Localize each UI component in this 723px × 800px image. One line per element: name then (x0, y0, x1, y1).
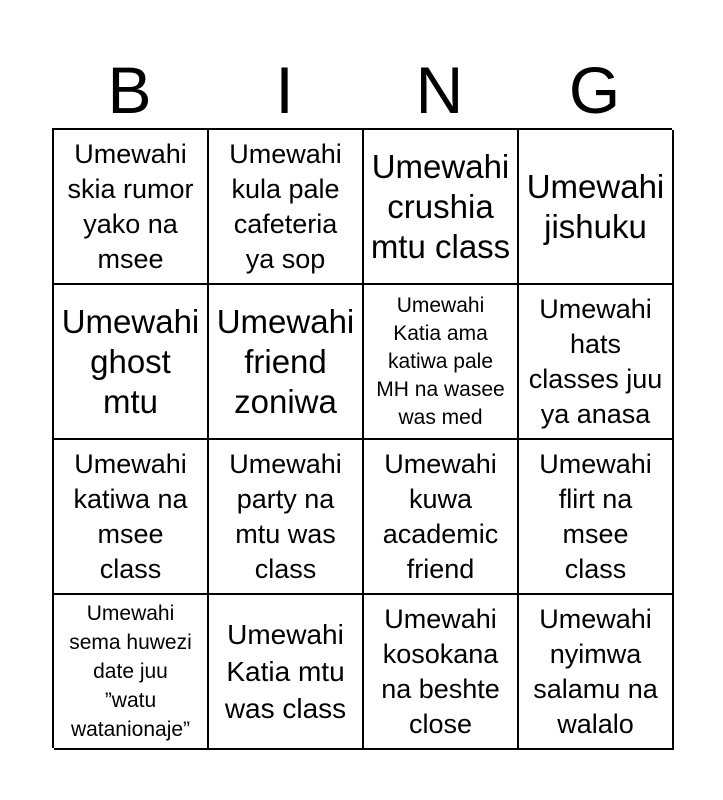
bingo-cell[interactable] (54, 285, 209, 440)
header-letter-b: B (107, 53, 152, 127)
cell-text: Umewahi skia rumor yako na msee (67, 138, 194, 274)
bingo-cell[interactable] (209, 130, 364, 285)
header-letter-n: N (415, 53, 464, 127)
bingo-cell[interactable] (364, 130, 519, 285)
cell-text: Umewahi kosokana na beshte close (381, 603, 500, 739)
cell-text: Umewahi Katia ama katiwa pale MH na wasee was med (376, 293, 505, 429)
bingo-cell[interactable] (519, 285, 674, 440)
bingo-card (52, 128, 672, 748)
bingo-header (52, 52, 672, 128)
bingo-cell[interactable] (209, 595, 364, 750)
cell-text: Umewahi flirt na msee class (539, 448, 652, 584)
header-letter-i: I (275, 53, 294, 127)
bingo-cell[interactable] (519, 130, 674, 285)
cell-text: Umewahi hats classes juu ya anasa (528, 293, 663, 429)
cell-text: Umewahi ghost mtu (61, 302, 200, 420)
bingo-cell[interactable] (54, 130, 209, 285)
bingo-cell[interactable] (364, 440, 519, 595)
header-letter-g: G (568, 53, 621, 127)
bingo-cell[interactable] (54, 440, 209, 595)
bingo-cell[interactable] (54, 595, 209, 750)
bingo-cell[interactable] (519, 440, 674, 595)
bingo-cell[interactable] (364, 285, 519, 440)
cell-text: Umewahi party na mtu was class (229, 448, 342, 584)
cell-text: Umewahi sema huwezi date juu ”watu watanionaje” (69, 602, 192, 741)
cell-text: Umewahi kuwa academic friend (382, 448, 499, 584)
bingo-cell[interactable] (364, 595, 519, 750)
cell-text: Umewahi Katia mtu was class (224, 619, 347, 724)
cell-text: Umewahi nyimwa salamu na walalo (533, 603, 658, 739)
cell-text: Umewahi friend zoniwa (216, 302, 355, 420)
bingo-cell[interactable] (209, 285, 364, 440)
cell-text: Umewahi jishuku (526, 167, 665, 245)
bingo-cell[interactable] (519, 595, 674, 750)
bingo-cell[interactable] (209, 440, 364, 595)
cell-text: Umewahi kula pale cafeteria ya sop (229, 138, 342, 274)
cell-text: Umewahi crushia mtu class (370, 147, 511, 265)
cell-text: Umewahi katiwa na msee class (73, 448, 188, 584)
